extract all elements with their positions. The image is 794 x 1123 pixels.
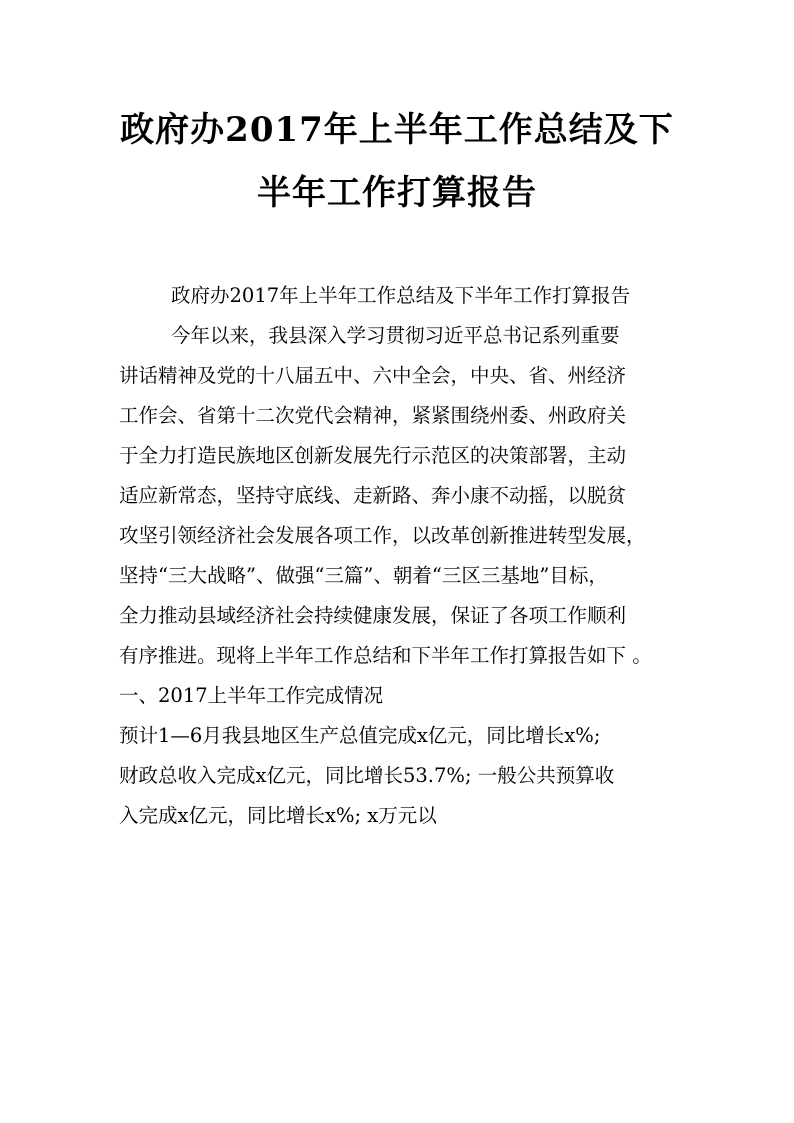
body-paragraph-line: 工作会、省第十二次党代会精神，紧紧围绕州委、州政府关 [119,404,627,427]
body-paragraph-line: 今年以来，我县深入学习贯彻习近平总书记系列重要 [171,324,620,347]
section-heading: 一、2017上半年工作完成情况 [119,684,384,707]
body-paragraph-line: 入完成x亿元，同比增长x%; x万元以 [119,804,437,827]
body-paragraph-line: 讲话精神及党的十八届五中、六中全会，中央、省、州经济 [119,364,627,387]
document-title-line-2: 半年工作打算报告 [257,173,537,213]
body-paragraph-line: 全力推动县域经济社会持续健康发展，保证了各项工作顺利 [119,604,627,627]
body-paragraph-line: 攻坚引领经济社会发展各项工作，以改革创新推进转型发展， [119,524,646,547]
body-paragraph-line: 坚持“三大战略”、做强“三篇”、朝着“三区三基地”目标， [119,564,608,587]
body-heading-repeat: 政府办2017年上半年工作总结及下半年工作打算报告 [171,284,631,307]
body-paragraph-line: 适应新常态，坚持守底线、走新路、奔小康不动摇，以脱贫 [119,484,627,507]
body-paragraph-line: 有序推进。现将上半年工作总结和下半年工作打算报告如下 。 [119,644,652,667]
body-paragraph-line: 财政总收入完成x亿元，同比增长53.7%; 一般公共预算收 [119,764,615,787]
body-paragraph-line: 于全力打造民族地区创新发展先行示范区的决策部署，主动 [119,444,627,467]
document-title-line-1: 政府办2017年上半年工作总结及下 [120,110,674,150]
body-paragraph-line: 预计1—6月我县地区生产总值完成x亿元，同比增长x%; [119,724,601,747]
